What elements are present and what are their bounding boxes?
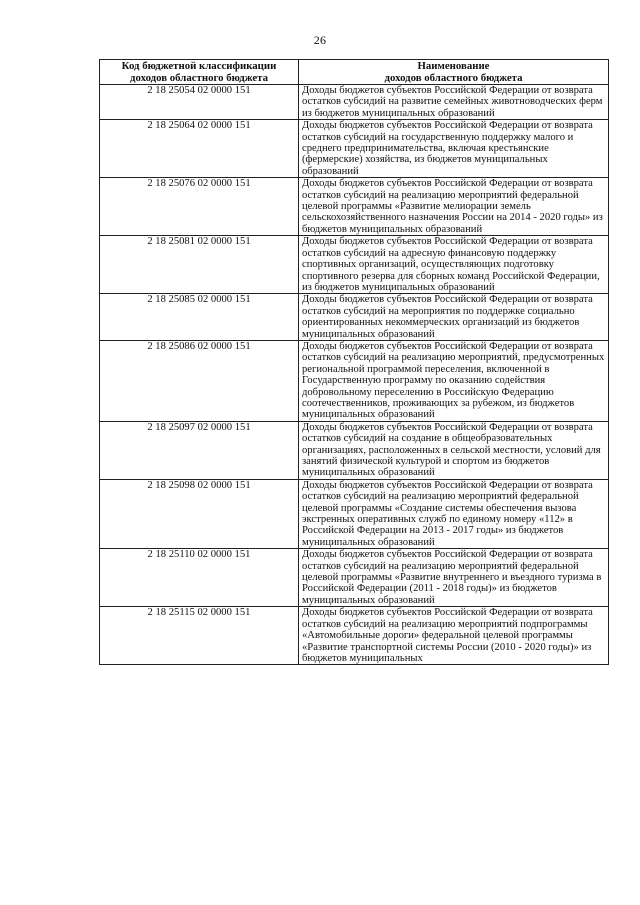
row-code: 2 18 25115 02 0000 151 [100,607,299,665]
row-code: 2 18 25097 02 0000 151 [100,421,299,479]
table-row [100,549,609,607]
header-code-line-1: Код бюджетной классификации [121,60,277,72]
table-header-row [100,60,609,85]
row-code: 2 18 25064 02 0000 151 [100,120,299,178]
header-code-line-2: доходов областного бюджета [129,71,269,84]
page-number: 26 [313,33,327,47]
row-name: Доходы бюджетов субъектов Российской Федерации от возврата остатков субсидий на реализацию мероприятий подпрограммы «Автомобильные дороги» федеральной целевой программы «Развитие транспортной системы России (2010 - 2020 годы)» из бюджетов муниципальных [299,607,609,665]
table-row [100,236,609,294]
row-code: 2 18 25085 02 0000 151 [100,294,299,341]
header-name-line-2: доходов областного бюджета [384,71,523,84]
row-name: Доходы бюджетов субъектов Российской Федерации от возврата остатков субсидий на реализацию мероприятий федеральной целевой программы «Развитие внутреннего и въездного туризма в Российской Федерации (2011 - 2018 годы)» из бюджетов муниципальных образований [299,549,609,607]
row-name: Доходы бюджетов субъектов Российской Федерации от возврата остатков субсидий на реализацию мероприятий федеральной целевой программы «Создание системы обеспечения вызова экстренных оперативных служб по единому номеру «112» в Российской Федерации на 2013 - 2017 годы» из бюджетов муниципальных образований [299,479,609,548]
row-code: 2 18 25110 02 0000 151 [100,549,299,607]
row-name: Доходы бюджетов субъектов Российской Федерации от возврата остатков субсидий на создание в общеобразовательных организациях, расположенных в сельской местности, условий для занятий физической культурой и спортом из бюджетов муниципальных образований [299,421,609,479]
budget-classification-table [99,59,609,665]
row-code: 2 18 25081 02 0000 151 [100,236,299,294]
row-code: 2 18 25054 02 0000 151 [100,85,299,120]
table-row [100,85,609,120]
row-code: 2 18 25086 02 0000 151 [100,340,299,421]
table-row [100,120,609,178]
row-code: 2 18 25098 02 0000 151 [100,479,299,548]
header-name-column [299,60,609,85]
header-code-column [100,60,299,85]
table-row [100,294,609,341]
table-row [100,479,609,548]
row-name: Доходы бюджетов субъектов Российской Федерации от возврата остатков субсидий на реализацию мероприятий, предусмотренных региональной программой переселения, включенной в Государственную программу по оказанию содействия добровольному переселению в Российскую Федерацию соотечественников, проживающих за рубежом, из бюджетов муниципальных образований [299,340,609,421]
row-name: Доходы бюджетов субъектов Российской Федерации от возврата остатков субсидий на мероприятия по поддержке социально ориентированных некоммерческих организаций из бюджетов муниципальных образований [299,294,609,341]
table-row [100,421,609,479]
row-code: 2 18 25076 02 0000 151 [100,178,299,236]
table-row [100,340,609,421]
table-row [100,607,609,665]
row-name: Доходы бюджетов субъектов Российской Федерации от возврата остатков субсидий на государственную поддержку малого и среднего предпринимательства, включая крестьянские (фермерские) хозяйства, из бюджетов муниципальных образований [299,120,609,178]
table-row [100,178,609,236]
row-name: Доходы бюджетов субъектов Российской Федерации от возврата остатков субсидий на развитие семейных животноводческих ферм из бюджетов муниципальных образований [299,85,609,120]
header-name-line-1: Наименование [417,60,490,72]
row-name: Доходы бюджетов субъектов Российской Федерации от возврата остатков субсидий на реализацию мероприятий федеральной целевой программы «Развитие мелиорации земель сельскохозяйственного назначения России на 2014 - 2020 годы» из бюджетов муниципальных образований [299,178,609,236]
row-name: Доходы бюджетов субъектов Российской Федерации от возврата остатков субсидий на адресную финансовую поддержку спортивных организаций, осуществляющих подготовку спортивного резерва для сборных команд Российской Федерации, из бюджетов муниципальных образований [299,236,609,294]
